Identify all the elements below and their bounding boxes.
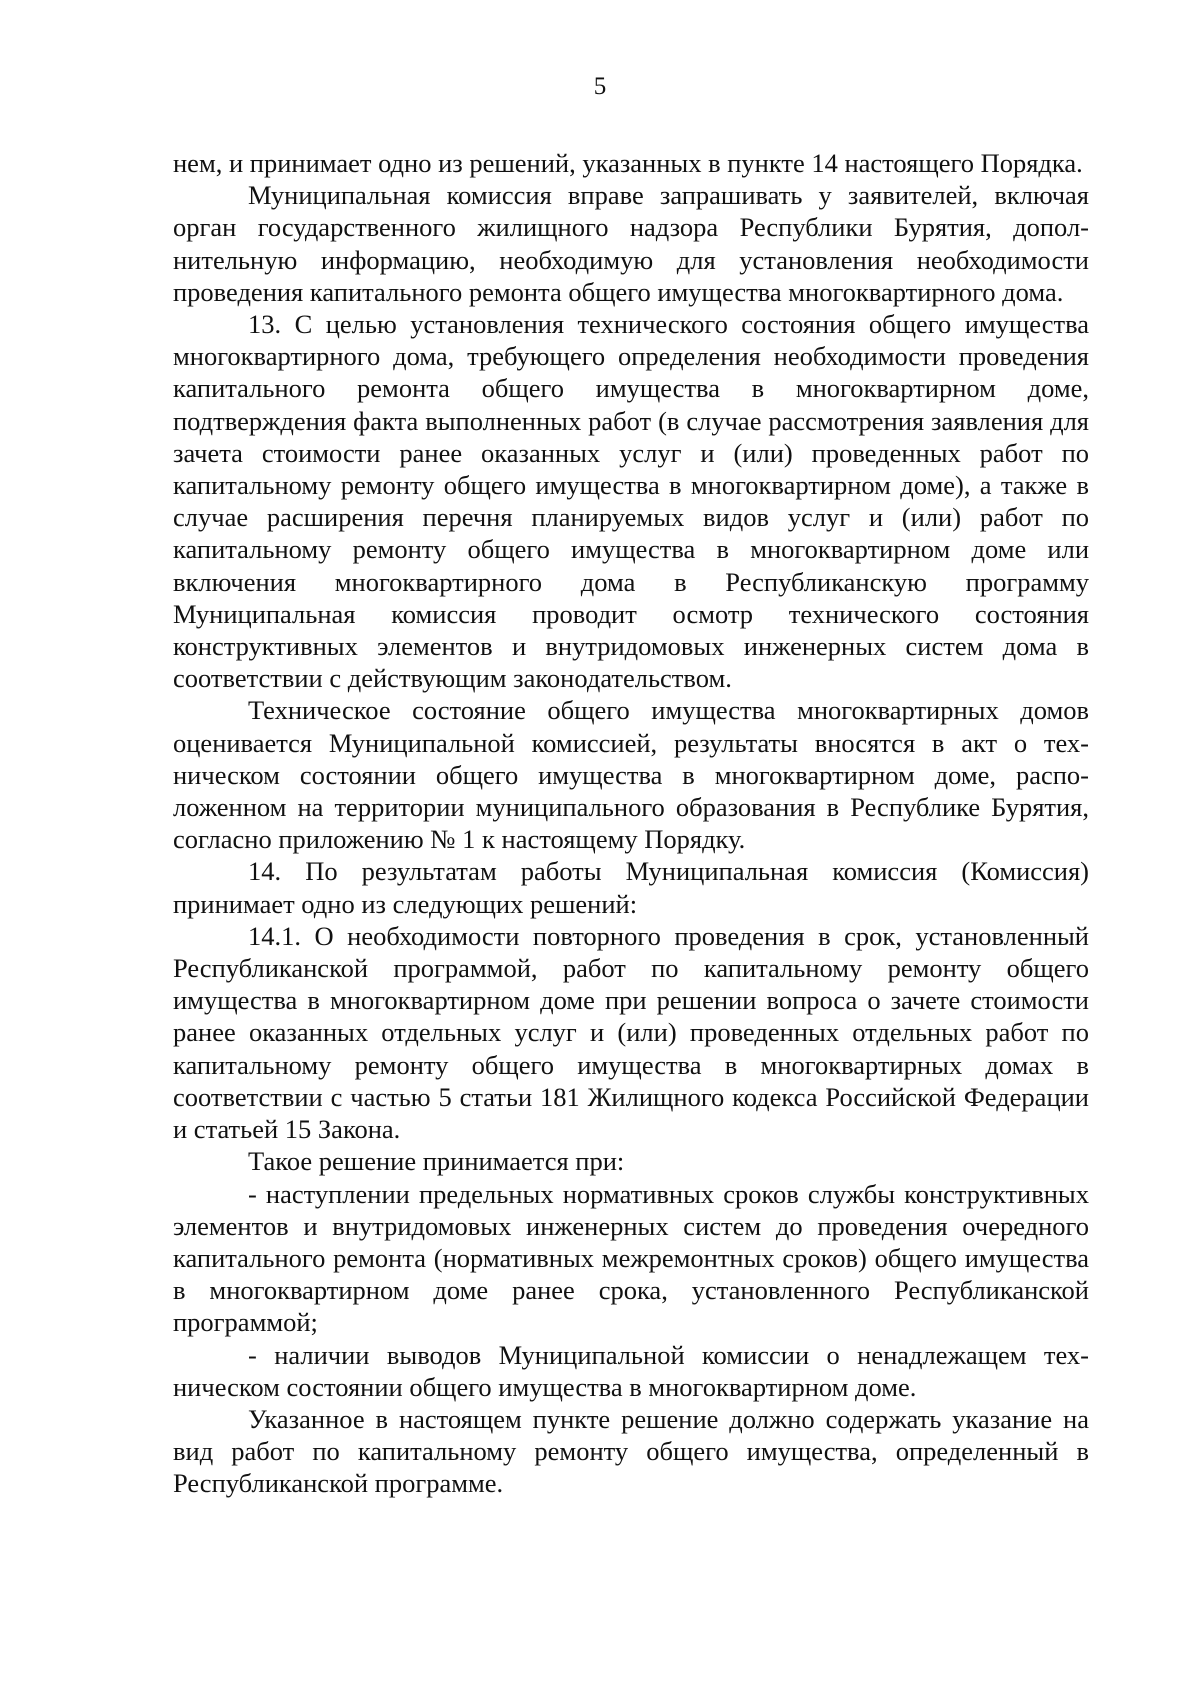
paragraph-item-14: 14. По результатам работы Муниципальная комиссия (Комиссия) принимает одно из следующих решений: — [173, 856, 1089, 919]
paragraph-commission-request: Муниципальная комиссия вправе запрашивать у заявителей, включая орган государственного жилищного надзора Республики Бурятия, дополнительную информацию, необходимую для установления необходимости проведения капитального ремонта общего имущества многоквартирного дома. — [173, 180, 1089, 307]
paragraph-decision-content: Указанное в настоящем пункте решение должно содержать указание на вид работ по капитальному ремонту общего имущества, определенный в Республиканской программе. — [173, 1403, 1089, 1499]
paragraph-item-13: 13. С целью установления технического состояния общего имущества многоквартирного дома, требующего определения необходимости проведения капитального ремонта общего имущества в многоквартирном доме, подтверждения факта выполненных работ (в случае рассмотрения заявления для зачета стоимости ранее оказанных услуг и (или) проведенных работ по капитальному ремонту общего имущества в многоквартирном доме), а также в случае расширения перечня планируемых видов услуг и (или) работ по капитальному ремонту общего имущества в многоквартирном доме или включения многоквартирного дома в Республиканскую программу Муниципальная комиссия проводит осмотр технического состояния конструктивных элементов и внутридомовых инженерных систем дома в соответствии с действующим законодательством. — [173, 309, 1089, 694]
document-body — [173, 147, 1089, 1500]
paragraph-technical-state: Техническое состояние общего имущества многоквартирных домов оценивается Муниципальной комиссией, результаты вносятся в акт о техническом состоянии общего имущества в многоквартирном доме, расположенном на территории муниципального образования в Республике Бурятия, согласно приложению № 1 к настоящему Порядку. — [173, 695, 1089, 855]
paragraph-decision-conditions: Такое решение принимается при: — [248, 1146, 625, 1177]
paragraph-bullet-conclusions: - наличии выводов Муниципальной комиссии о ненадлежащем техническом состоянии общего имущества в многоквартирном доме. — [173, 1339, 1089, 1402]
paragraph-continuation: нем, и принимает одно из решений, указанных в пункте 14 настоящего Порядка. — [173, 148, 1083, 178]
paragraph-bullet-deadlines: - наступлении предельных нормативных сроков службы конструктивных элементов и внутридомовых инженерных систем до проведения очередного капитального ремонта (нормативных межремонтных сроков) общего имущества в многоквартирном доме ранее срока, установленного Республиканской программой; — [173, 1178, 1089, 1338]
paragraph-item-14-1: 14.1. О необходимости повторного проведения в срок, установленный Республиканской программой, работ по капитальному ремонту общего имущества в многоквартирном доме при решении вопроса о зачете стоимости ранее оказанных отдельных услуг и (или) проведенных отдельных работ по капитальному ремонту общего имущества в многоквартирных домах в соответствии с частью 5 статьи 181 Жилищного кодекса Российской Федерации и статьей 15 Закона. — [173, 920, 1089, 1145]
page-number: 5 — [593, 73, 607, 100]
